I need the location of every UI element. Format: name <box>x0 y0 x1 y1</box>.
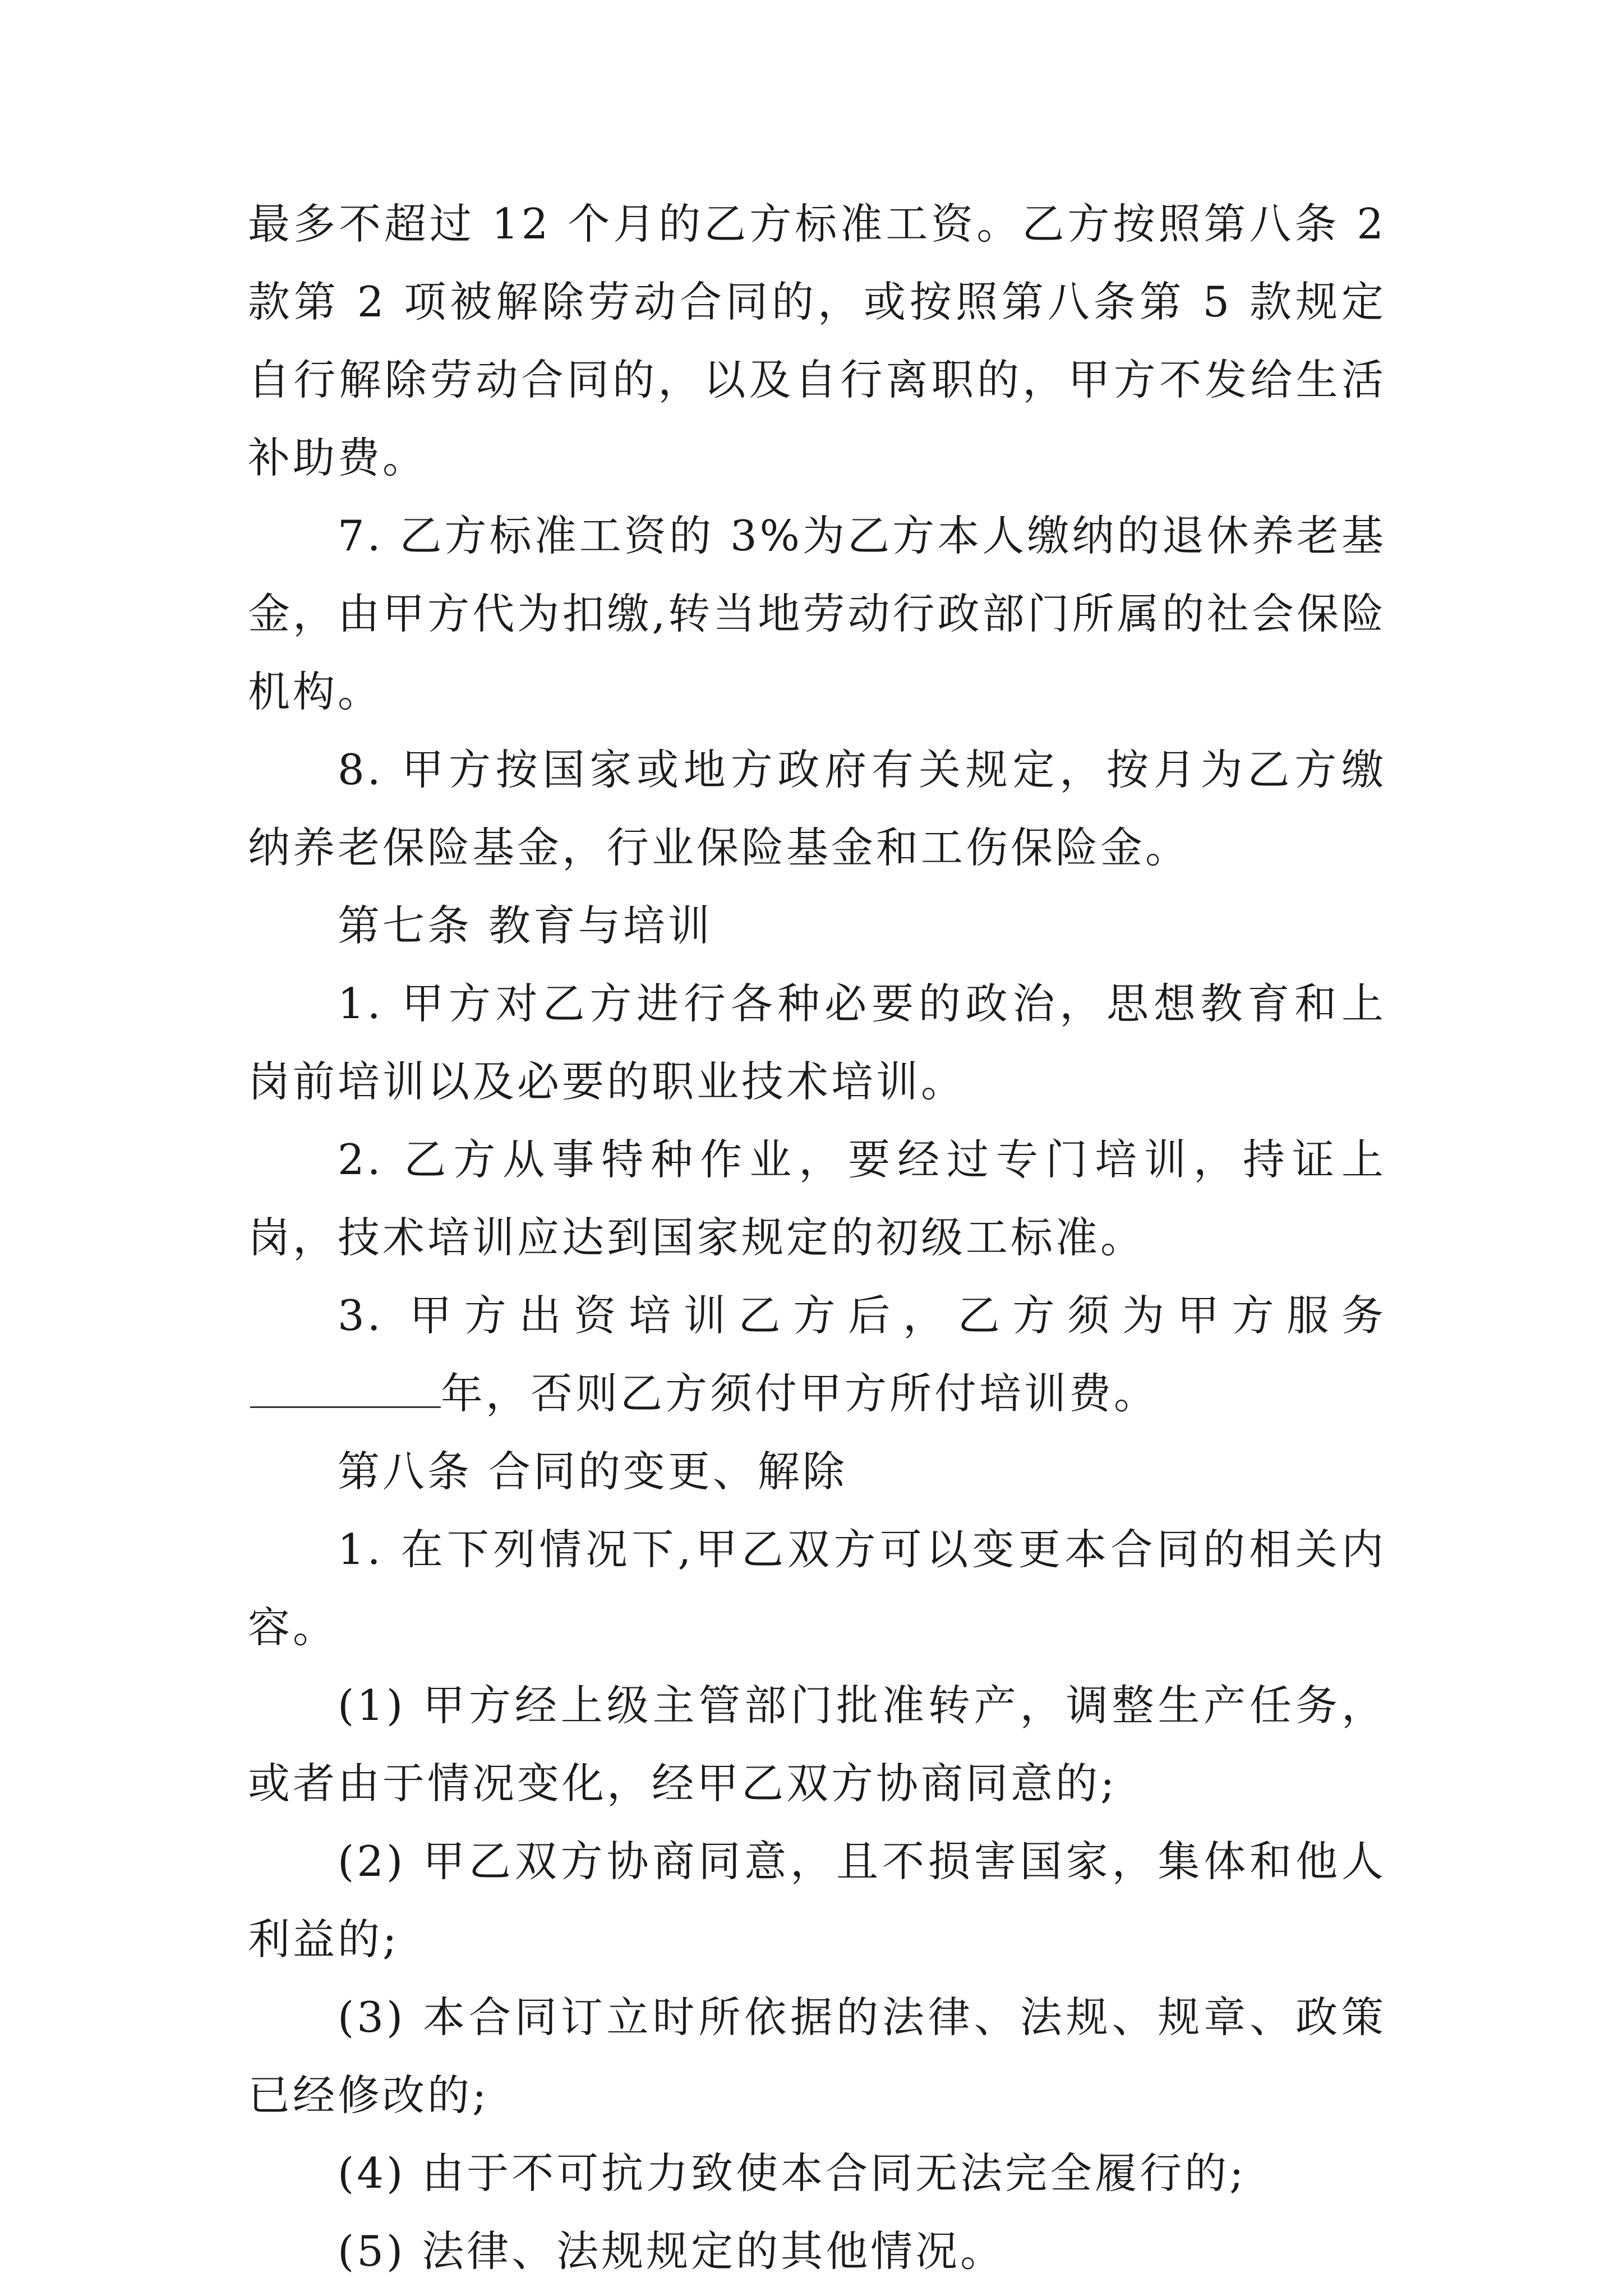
paragraph-change-1-2: (2) 甲乙双方协商同意，且不损害国家，集体和他人利益的; <box>248 1837 1386 1964</box>
paragraph-change-1-3: (3) 本合同订立时所依据的法律、法规、规章、政策已经修改的; <box>248 1993 1386 2120</box>
paragraph-change-1: 1. 在下列情况下,甲乙双方可以变更本合同的相关内容。 <box>248 1525 1386 1652</box>
service-years-blank <box>250 1406 441 1408</box>
paragraph-training-2: 2. 乙方从事特种作业，要经过专门培训，持证上岗，技术培训应达到国家规定的初级工标准。 <box>248 1135 1386 1262</box>
article-7-heading: 第七条 教育与培训 <box>338 901 713 950</box>
article-8-heading: 第八条 合同的变更、解除 <box>338 1447 847 1496</box>
paragraph-change-1-4: (4) 由于不可抗力致使本合同无法完全履行的; <box>338 2148 1247 2198</box>
paragraph-training-1: 1. 甲方对乙方进行各种必要的政治，思想教育和上岗前培训以及必要的职业技术培训。 <box>248 979 1386 1106</box>
paragraph-item-8-insurance: 8. 甲方按国家或地方政府有关规定，按月为乙方缴纳养老保险基金，行业保险基金和工伤保险金。 <box>248 745 1386 872</box>
paragraph-living-subsidy: 最多不超过 12 个月的乙方标准工资。乙方按照第八条 2 款第 2 项被解除劳动合同的，或按照第八条第 5 款规定自行解除劳动合同的，以及自行离职的，甲方不发给生活补助费。 <box>248 199 1386 482</box>
paragraph-change-1-1: (1) 甲方经上级主管部门批准转产，调整生产任务，或者由于情况变化，经甲乙双方协商同意的; <box>248 1681 1386 1808</box>
paragraph-item-7-pension: 7. 乙方标准工资的 3%为乙方本人缴纳的退休养老基金，由甲方代为扣缴,转当地劳动行政部门所属的社会保险机构。 <box>248 511 1386 716</box>
paragraph-training-3 <box>248 1277 1386 1433</box>
training-3-text: 3. 甲方出资培训乙方后，乙方须为甲方服务 <box>338 1291 1386 1340</box>
training-3-text-after: 年，否则乙方须付甲方所付培训费。 <box>441 1369 1159 1418</box>
paragraph-change-1-5: (5) 法律、法规规定的其他情况。 <box>338 2226 1006 2276</box>
document-body <box>248 185 1386 2290</box>
